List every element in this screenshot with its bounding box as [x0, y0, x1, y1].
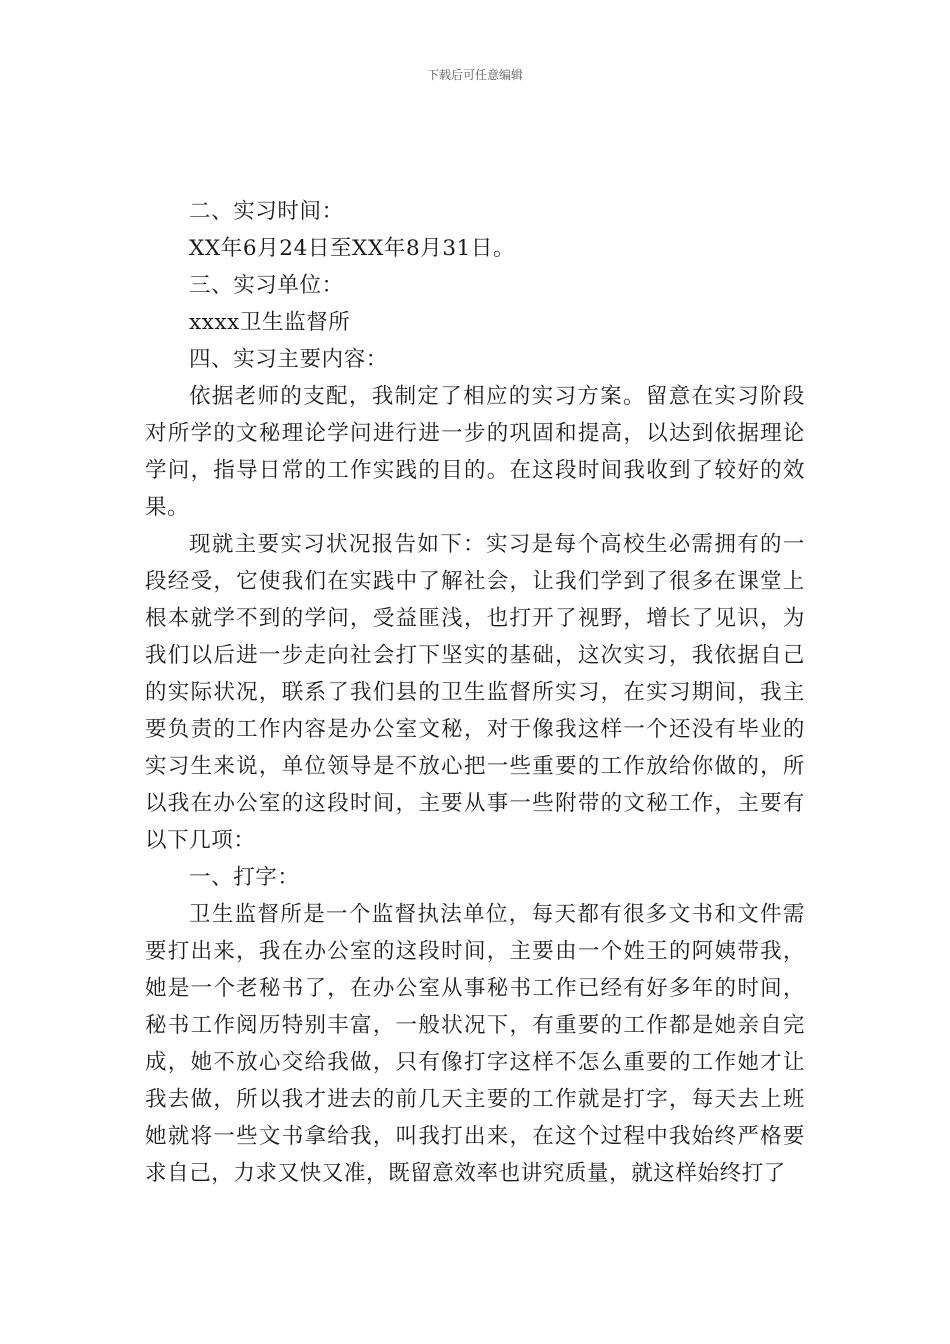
heading-internship-time: 二、实习时间： — [189, 199, 344, 224]
heading-internship-content: 四、实习主要内容： — [189, 347, 388, 372]
paragraph-plan: 依据老师的支配，我制定了相应的实习方案。留意在实习阶段对所学的文秘理论学问进行进一步的巩固和提高，以达到依据理论学问，指导日常的工作实践的目的。在这段时间我收到了较好的效果。 — [145, 384, 805, 520]
header-note: 下载后可任意编辑 — [426, 68, 523, 82]
internship-unit-value: xxxx卫生监督所 — [189, 310, 351, 335]
document-body — [145, 193, 805, 1192]
paragraph-typing: 卫生监督所是一个监督执法单位，每天都有很多文书和文件需要打出来，我在办公室的这段时间，主要由一个姓王的阿姨带我，她是一个老秘书了，在办公室从事秘书工作已经有好多年的时间，秘书工作阅历特别丰富，一般状况下，有重要的工作都是她亲自完成，她不放心交给我做，只有像打字这样不怎么重要的工作她才让我去做，所以我才进去的前几天主要的工作就是打字，每天去上班她就将一些文书拿给我，叫我打出来，在这个过程中我始终严格要求自己，力求又快又准，既留意效率也讲究质量，就这样始终打了 — [145, 902, 805, 1186]
internship-time-value: XX年6月24日至XX年8月31日。 — [189, 236, 516, 261]
heading-internship-unit: 三、实习单位： — [189, 273, 344, 298]
heading-typing: 一、打字： — [189, 865, 300, 890]
paragraph-report: 现就主要实习状况报告如下：实习是每个高校生必需拥有的一段经受，它使我们在实践中了解社会，让我们学到了很多在课堂上根本就学不到的学问，受益匪浅，也打开了视野，增长了见识，为我们以后进一步走向社会打下坚实的基础，这次实习，我依据自己的实际状况，联系了我们县的卫生监督所实习，在实习期间，我主要负责的工作内容是办公室文秘，对于像我这样一个还没有毕业的实习生来说，单位领导是不放心把一些重要的工作放给你做的，所以我在办公室的这段时间，主要从事一些附带的文秘工作，主要有以下几项： — [145, 532, 805, 853]
